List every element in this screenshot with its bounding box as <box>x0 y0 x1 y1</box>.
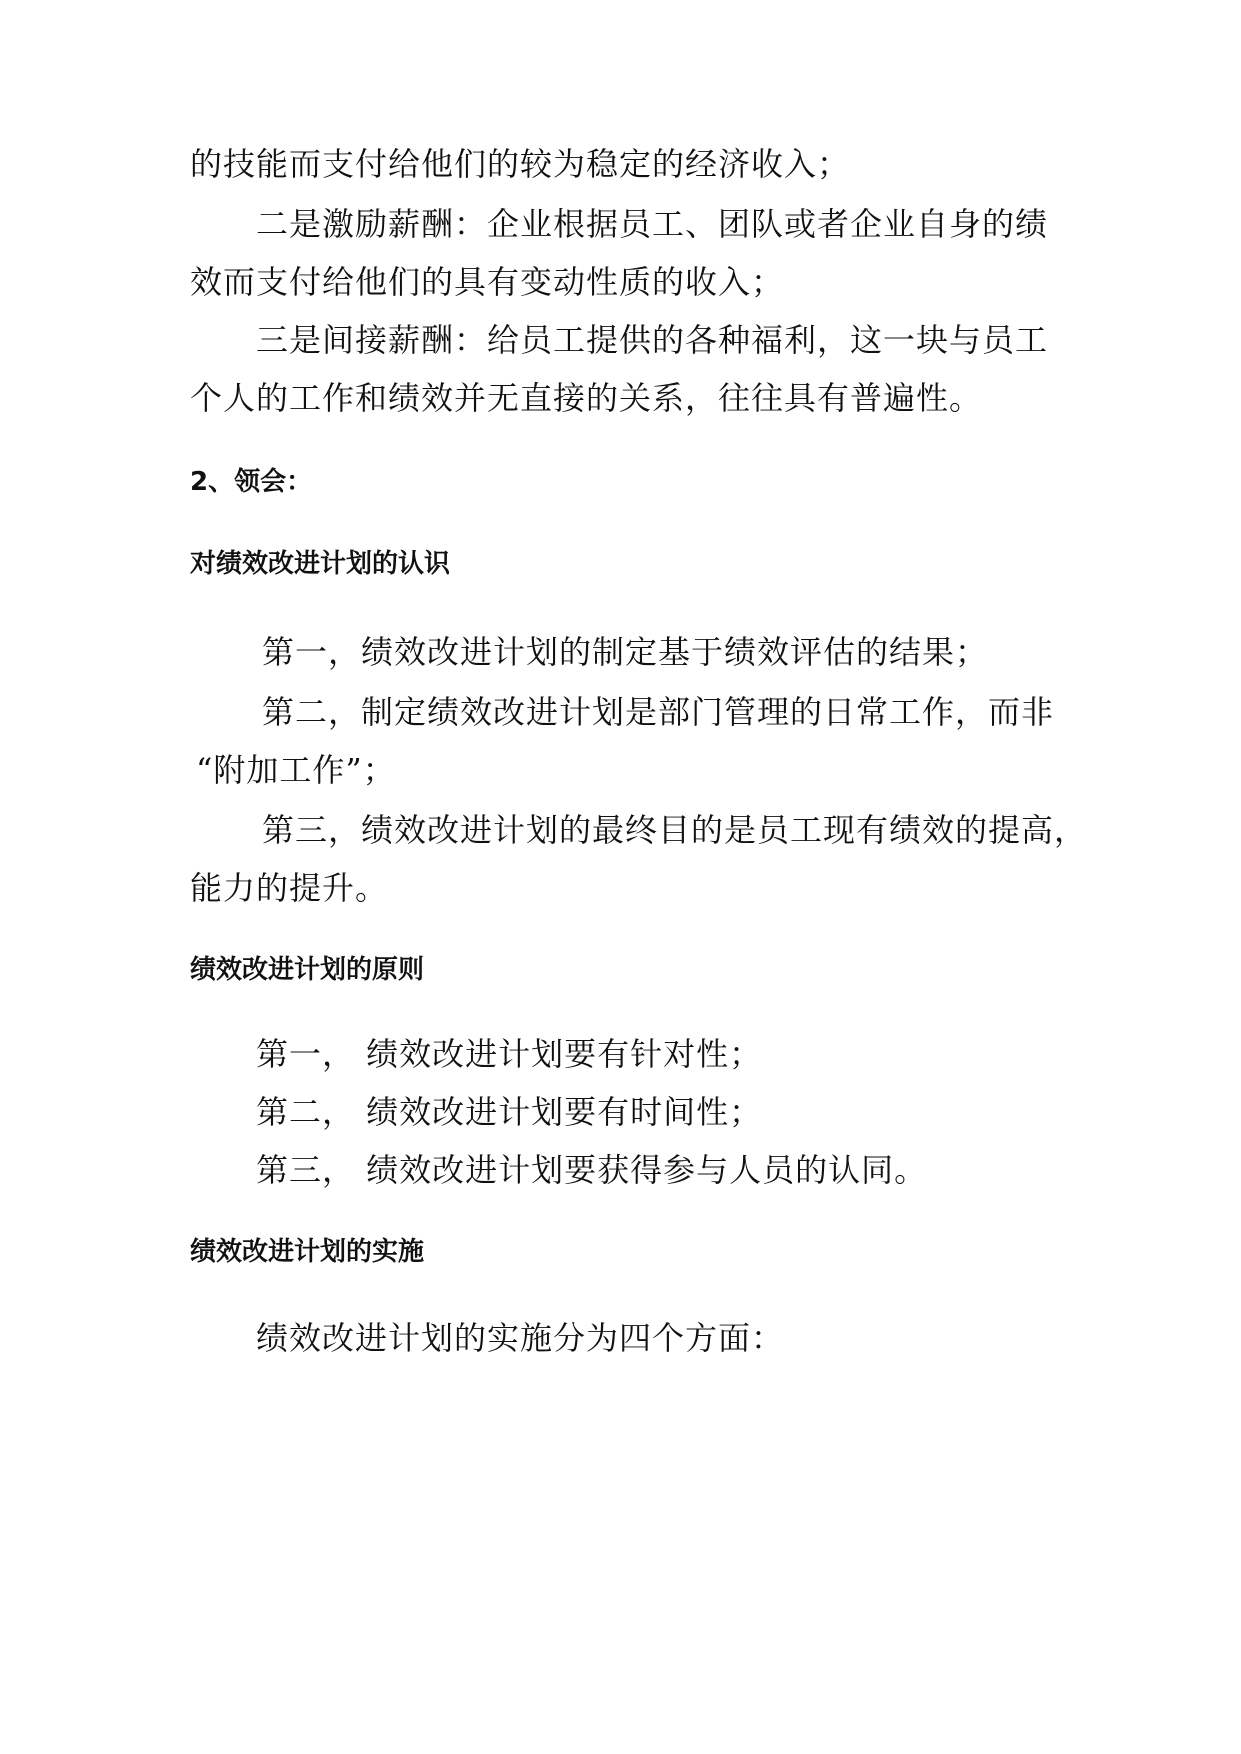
list-item: 第一，绩效改进计划的制定基于绩效评估的结果； <box>262 633 989 671</box>
list-item: 第三， 绩效改进计划要获得参与人员的认同。 <box>256 1151 928 1189</box>
list-item: 第二，制定绩效改进计划是部门管理的日常工作，而非 <box>262 693 1055 731</box>
paragraph-text: 二是激励薪酬：企业根据员工、团队或者企业自身的绩 <box>256 205 1049 243</box>
paragraph-text: 绩效改进计划的实施分为四个方面： <box>256 1319 785 1357</box>
list-item: 第三，绩效改进计划的最终目的是员工现有绩效的提高， <box>262 811 1088 849</box>
subsection-heading: 对绩效改进计划的认识 <box>190 549 451 579</box>
paragraph-text: 三是间接薪酬：给员工提供的各种福利，这一块与员工 <box>256 321 1049 359</box>
subsection-heading: 绩效改进计划的原则 <box>190 955 425 985</box>
section-heading: 2、领会： <box>190 467 313 497</box>
list-item: 第一， 绩效改进计划要有针对性； <box>256 1035 763 1073</box>
paragraph-text: 效而支付给他们的具有变动性质的收入； <box>190 263 785 301</box>
paragraph-text: 的技能而支付给他们的较为稳定的经济收入； <box>190 145 851 183</box>
list-item: “附加工作”； <box>196 751 396 789</box>
paragraph-text: 个人的工作和绩效并无直接的关系，往往具有普遍性。 <box>190 379 983 417</box>
list-item: 能力的提升。 <box>190 869 389 907</box>
subsection-heading: 绩效改进计划的实施 <box>190 1237 425 1267</box>
list-item: 第二， 绩效改进计划要有时间性； <box>256 1093 763 1131</box>
